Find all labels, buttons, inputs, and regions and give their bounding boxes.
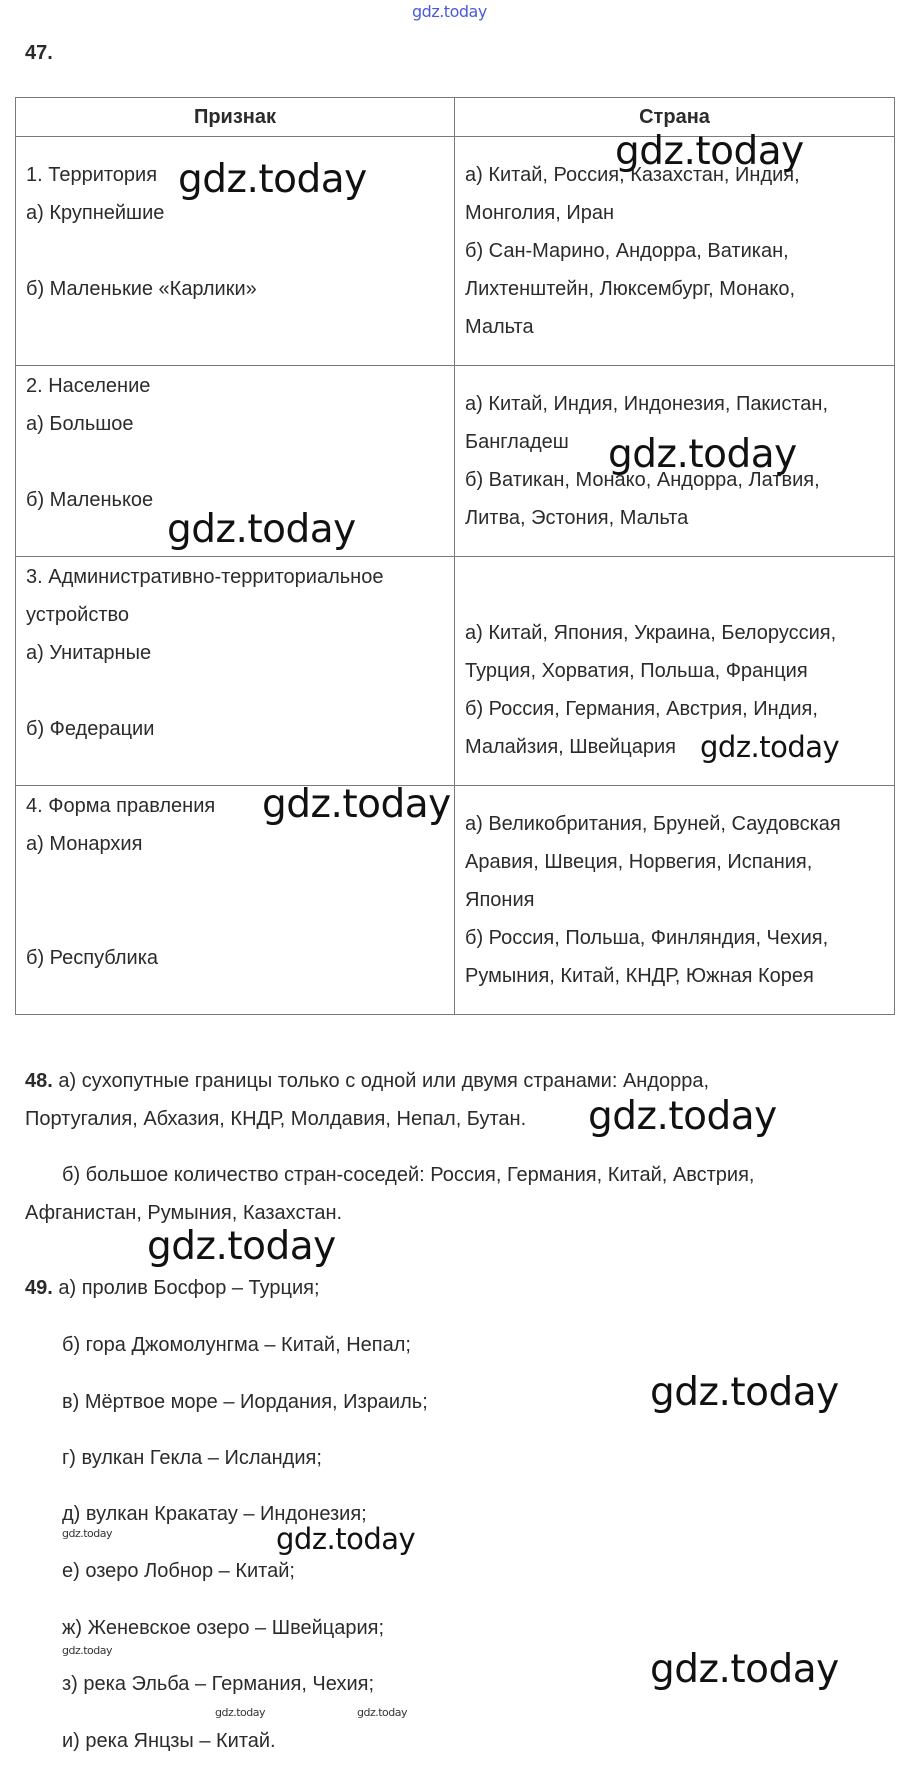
watermark: gdz.today — [262, 782, 451, 827]
task-48-line-b2: Афганистан, Румыния, Казахстан. — [25, 1202, 343, 1224]
row-b-line: Румыния, Китай, КНДР, Южная Корея — [465, 965, 814, 987]
row-b-line: б) Россия, Польша, Финляндия, Чехия, — [465, 927, 829, 949]
row-a-label: а) Большое — [26, 413, 134, 435]
header-country: Страна — [455, 98, 895, 137]
row-a-line: Япония — [465, 889, 535, 911]
row-title: 4. Форма правления — [26, 795, 216, 817]
row-b-label: б) Республика — [26, 947, 159, 969]
task-47-table — [15, 97, 895, 1015]
header-feature: Признак — [16, 98, 455, 137]
row-title: 1. Территория — [26, 164, 158, 186]
row-title: 2. Население — [26, 375, 151, 397]
watermark: gdz.today — [147, 1224, 336, 1269]
row-b-line: б) Сан-Марино, Андорра, Ватикан, — [465, 240, 789, 262]
row-b-line: Малайзия, Швейцария — [465, 736, 676, 758]
row-b-line: Мальта — [465, 316, 534, 338]
watermark: gdz.today — [650, 1647, 839, 1692]
row-a-line: а) Китай, Индия, Индонезия, Пакистан, — [465, 393, 829, 415]
watermark-small: gdz.today — [215, 1706, 266, 1719]
task-49-item: д) вулкан Кракатау – Индонезия; — [62, 1503, 367, 1525]
watermark: gdz.today — [588, 1094, 777, 1139]
task-48-line-b1: б) большое количество стран-соседей: Россия, Германия, Китай, Австрия, — [62, 1164, 755, 1186]
row-b-line: б) Россия, Германия, Австрия, Индия, — [465, 698, 818, 720]
row-b-label: б) Маленькое — [26, 489, 154, 511]
task-48-line-a1 — [25, 1070, 709, 1093]
row-feature-cell — [16, 557, 455, 786]
task-49-line-a — [25, 1277, 320, 1300]
task-47-number: 47. — [25, 42, 53, 64]
watermark: gdz.today — [178, 157, 367, 202]
row-a-line: Турция, Хорватия, Польша, Франция — [465, 660, 808, 682]
watermark-small: gdz.today — [62, 1527, 113, 1540]
watermark: gdz.today — [608, 432, 797, 477]
task-49-number: 49. — [25, 1277, 53, 1299]
task-49-text: а) пролив Босфор – Турция; — [52, 1277, 320, 1299]
task-49-item: з) река Эльба – Германия, Чехия; — [62, 1673, 375, 1695]
watermark: gdz.today — [615, 129, 804, 174]
task-49-item: и) река Янцзы – Китай. — [62, 1730, 276, 1752]
row-b-line: Литва, Эстония, Мальта — [465, 507, 689, 529]
row-b-label: б) Маленькие «Карлики» — [26, 278, 257, 300]
watermark: gdz.today — [650, 1370, 839, 1415]
task-49-item: ж) Женевское озеро – Швейцария; — [62, 1617, 385, 1639]
row-country-cell — [455, 786, 895, 1015]
task-49-item: е) озеро Лобнор – Китай; — [62, 1560, 295, 1582]
row-b-line: Лихтенштейн, Люксембург, Монако, — [465, 278, 796, 300]
row-b-label: б) Федерации — [26, 718, 155, 740]
row-a-label: а) Монархия — [26, 833, 143, 855]
task-48-number: 48. — [25, 1070, 53, 1092]
row-a-label: а) Унитарные — [26, 642, 152, 664]
row-a-line: Монголия, Иран — [465, 202, 615, 224]
task-49-item: б) гора Джомолунгма – Китай, Непал; — [62, 1334, 411, 1356]
watermark-top: gdz.today — [412, 2, 487, 21]
row-a-label: а) Крупнейшие — [26, 202, 165, 224]
row-a-line: а) Великобритания, Бруней, Саудовская — [465, 813, 841, 835]
watermark: gdz.today — [276, 1522, 416, 1556]
watermark-small: gdz.today — [62, 1644, 113, 1657]
row-a-line: а) Китай, Россия, Казахстан, Индия, — [465, 164, 800, 186]
task-48-line-a2: Португалия, Абхазия, КНДР, Молдавия, Непал, Бутан. — [25, 1108, 527, 1130]
watermark-small: gdz.today — [357, 1706, 408, 1719]
task-49-item: в) Мёртвое море – Иордания, Израиль; — [62, 1391, 428, 1413]
row-a-line: а) Китай, Япония, Украина, Белоруссия, — [465, 622, 837, 644]
table-row — [16, 786, 895, 1015]
row-b-line: б) Ватикан, Монако, Андорра, Латвия, — [465, 469, 820, 491]
row-a-line: Бангладеш — [465, 431, 569, 453]
row-title: устройство — [26, 604, 130, 626]
watermark: gdz.today — [167, 507, 356, 552]
watermark: gdz.today — [700, 730, 840, 764]
task-49-item: г) вулкан Гекла – Исландия; — [62, 1447, 322, 1469]
row-a-line: Аравия, Швеция, Норвегия, Испания, — [465, 851, 813, 873]
task-48-text: а) сухопутные границы только с одной или двумя странами: Андорра, — [52, 1070, 710, 1092]
row-title: 3. Административно-территориальное — [26, 566, 384, 588]
